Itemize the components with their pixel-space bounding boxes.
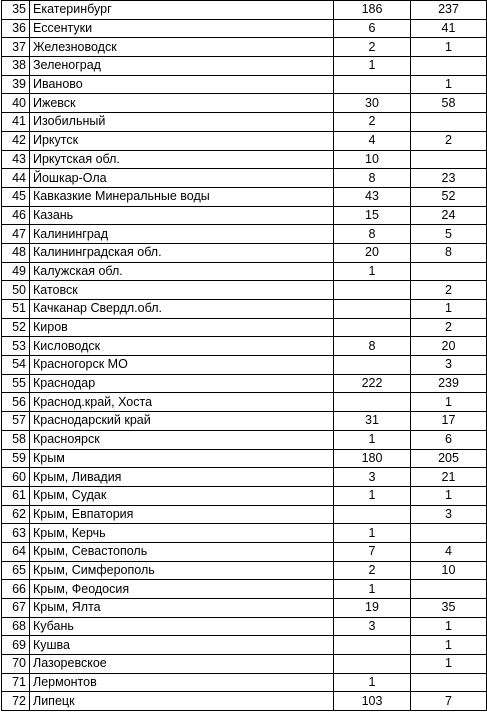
row-number-cell: 52 <box>2 318 30 337</box>
city-name-cell: Иркутск <box>30 131 334 150</box>
value-a-cell <box>334 393 411 412</box>
row-number-cell: 62 <box>2 505 30 524</box>
city-name-cell: Липецк <box>30 692 334 711</box>
city-name-cell: Крым, Керчь <box>30 524 334 543</box>
row-number-cell: 53 <box>2 337 30 356</box>
table-row <box>2 412 487 431</box>
value-a-cell <box>334 75 411 94</box>
table-row <box>2 300 487 319</box>
city-name-cell: Крым, Ливадия <box>30 468 334 487</box>
city-name-cell: Казань <box>30 206 334 225</box>
value-b-cell: 5 <box>411 225 487 244</box>
value-b-cell <box>411 524 487 543</box>
city-name-cell: Катовск <box>30 281 334 300</box>
row-number-cell: 63 <box>2 524 30 543</box>
table-row <box>2 281 487 300</box>
value-b-cell: 3 <box>411 505 487 524</box>
city-name-cell: Крым, Судак <box>30 486 334 505</box>
table-row <box>2 524 487 543</box>
table-row <box>2 75 487 94</box>
table-row <box>2 542 487 561</box>
row-number-cell: 68 <box>2 617 30 636</box>
value-a-cell: 1 <box>334 486 411 505</box>
value-a-cell: 10 <box>334 150 411 169</box>
value-a-cell: 1 <box>334 262 411 281</box>
value-b-cell: 1 <box>411 636 487 655</box>
row-number-cell: 55 <box>2 374 30 393</box>
row-number-cell: 43 <box>2 150 30 169</box>
value-b-cell: 1 <box>411 486 487 505</box>
value-a-cell: 1 <box>334 430 411 449</box>
value-b-cell: 35 <box>411 599 487 618</box>
row-number-cell: 46 <box>2 206 30 225</box>
value-b-cell: 52 <box>411 187 487 206</box>
row-number-cell: 39 <box>2 75 30 94</box>
value-a-cell: 2 <box>334 561 411 580</box>
value-a-cell: 20 <box>334 243 411 262</box>
city-name-cell: Крым, Феодосия <box>30 580 334 599</box>
value-a-cell: 43 <box>334 187 411 206</box>
table-row <box>2 131 487 150</box>
value-b-cell: 1 <box>411 75 487 94</box>
table-row <box>2 169 487 188</box>
table-row <box>2 505 487 524</box>
city-name-cell: Йошкар-Ола <box>30 169 334 188</box>
value-b-cell: 1 <box>411 300 487 319</box>
table-row <box>2 449 487 468</box>
value-b-cell: 2 <box>411 318 487 337</box>
value-a-cell <box>334 505 411 524</box>
value-a-cell: 7 <box>334 542 411 561</box>
table-row <box>2 318 487 337</box>
row-number-cell: 56 <box>2 393 30 412</box>
value-a-cell: 1 <box>334 524 411 543</box>
table-row <box>2 617 487 636</box>
city-name-cell: Крым, Ялта <box>30 599 334 618</box>
row-number-cell: 38 <box>2 57 30 76</box>
value-b-cell: 1 <box>411 617 487 636</box>
row-number-cell: 60 <box>2 468 30 487</box>
row-number-cell: 71 <box>2 673 30 692</box>
value-b-cell <box>411 580 487 599</box>
city-name-cell: Краснодарский край <box>30 412 334 431</box>
row-number-cell: 45 <box>2 187 30 206</box>
value-a-cell: 8 <box>334 169 411 188</box>
city-name-cell: Иркутская обл. <box>30 150 334 169</box>
row-number-cell: 41 <box>2 113 30 132</box>
value-b-cell: 2 <box>411 131 487 150</box>
table-row <box>2 1 487 20</box>
city-name-cell: Иваново <box>30 75 334 94</box>
city-name-cell: Ижевск <box>30 94 334 113</box>
city-name-cell: Лазоревское <box>30 655 334 674</box>
value-b-cell: 1 <box>411 38 487 57</box>
city-name-cell: Качканар Свердл.обл. <box>30 300 334 319</box>
value-a-cell <box>334 281 411 300</box>
row-number-cell: 57 <box>2 412 30 431</box>
table-row <box>2 57 487 76</box>
value-b-cell: 4 <box>411 542 487 561</box>
table-row <box>2 430 487 449</box>
row-number-cell: 50 <box>2 281 30 300</box>
value-a-cell: 19 <box>334 599 411 618</box>
city-name-cell: Краснодар <box>30 374 334 393</box>
row-number-cell: 59 <box>2 449 30 468</box>
value-b-cell: 7 <box>411 692 487 711</box>
table-row <box>2 486 487 505</box>
table-row <box>2 636 487 655</box>
value-a-cell: 3 <box>334 468 411 487</box>
row-number-cell: 48 <box>2 243 30 262</box>
table-row <box>2 262 487 281</box>
value-a-cell: 8 <box>334 225 411 244</box>
value-b-cell: 239 <box>411 374 487 393</box>
value-a-cell: 2 <box>334 38 411 57</box>
table-row <box>2 113 487 132</box>
table-row <box>2 150 487 169</box>
row-number-cell: 70 <box>2 655 30 674</box>
value-a-cell <box>334 300 411 319</box>
row-number-cell: 40 <box>2 94 30 113</box>
value-b-cell <box>411 150 487 169</box>
value-b-cell <box>411 673 487 692</box>
value-a-cell <box>334 318 411 337</box>
table-row <box>2 187 487 206</box>
value-a-cell <box>334 636 411 655</box>
table-row <box>2 673 487 692</box>
table-row <box>2 337 487 356</box>
value-a-cell: 2 <box>334 113 411 132</box>
city-name-cell: Екатеринбург <box>30 1 334 20</box>
city-name-cell: Калужская обл. <box>30 262 334 281</box>
value-a-cell: 1 <box>334 57 411 76</box>
table-row <box>2 374 487 393</box>
value-b-cell: 2 <box>411 281 487 300</box>
table-row <box>2 19 487 38</box>
value-a-cell <box>334 356 411 375</box>
city-name-cell: Кушва <box>30 636 334 655</box>
city-name-cell: Красноярск <box>30 430 334 449</box>
city-name-cell: Железноводск <box>30 38 334 57</box>
value-a-cell: 15 <box>334 206 411 225</box>
row-number-cell: 36 <box>2 19 30 38</box>
table-row <box>2 206 487 225</box>
city-name-cell: Кисловодск <box>30 337 334 356</box>
table-row <box>2 94 487 113</box>
row-number-cell: 54 <box>2 356 30 375</box>
value-a-cell: 6 <box>334 19 411 38</box>
value-b-cell: 205 <box>411 449 487 468</box>
value-a-cell: 1 <box>334 673 411 692</box>
row-number-cell: 49 <box>2 262 30 281</box>
value-a-cell: 8 <box>334 337 411 356</box>
row-number-cell: 35 <box>2 1 30 20</box>
value-b-cell: 41 <box>411 19 487 38</box>
table-row <box>2 655 487 674</box>
row-number-cell: 44 <box>2 169 30 188</box>
value-a-cell: 3 <box>334 617 411 636</box>
value-a-cell <box>334 655 411 674</box>
table-row <box>2 692 487 711</box>
value-b-cell: 237 <box>411 1 487 20</box>
city-name-cell: Крым, Евпатория <box>30 505 334 524</box>
value-b-cell: 21 <box>411 468 487 487</box>
value-b-cell <box>411 57 487 76</box>
city-table-body <box>2 1 487 711</box>
value-b-cell: 58 <box>411 94 487 113</box>
city-name-cell: Крым <box>30 449 334 468</box>
city-name-cell: Зеленоград <box>30 57 334 76</box>
table-row <box>2 393 487 412</box>
row-number-cell: 42 <box>2 131 30 150</box>
row-number-cell: 69 <box>2 636 30 655</box>
city-name-cell: Лермонтов <box>30 673 334 692</box>
table-row <box>2 356 487 375</box>
city-name-cell: Киров <box>30 318 334 337</box>
value-b-cell: 1 <box>411 655 487 674</box>
value-b-cell: 10 <box>411 561 487 580</box>
city-table <box>1 0 487 711</box>
value-b-cell: 8 <box>411 243 487 262</box>
table-row <box>2 599 487 618</box>
city-name-cell: Крым, Севастополь <box>30 542 334 561</box>
value-b-cell: 24 <box>411 206 487 225</box>
city-name-cell: Красногорск МО <box>30 356 334 375</box>
value-b-cell: 20 <box>411 337 487 356</box>
table-row <box>2 468 487 487</box>
value-a-cell: 31 <box>334 412 411 431</box>
row-number-cell: 65 <box>2 561 30 580</box>
city-name-cell: Кавказкие Минеральные воды <box>30 187 334 206</box>
table-row <box>2 580 487 599</box>
value-b-cell <box>411 262 487 281</box>
city-name-cell: Крым, Симферополь <box>30 561 334 580</box>
value-b-cell <box>411 113 487 132</box>
city-name-cell: Изобильный <box>30 113 334 132</box>
city-name-cell: Калининградская обл. <box>30 243 334 262</box>
value-a-cell: 222 <box>334 374 411 393</box>
row-number-cell: 47 <box>2 225 30 244</box>
row-number-cell: 72 <box>2 692 30 711</box>
table-row <box>2 225 487 244</box>
value-b-cell: 3 <box>411 356 487 375</box>
row-number-cell: 58 <box>2 430 30 449</box>
table-row <box>2 243 487 262</box>
row-number-cell: 61 <box>2 486 30 505</box>
row-number-cell: 67 <box>2 599 30 618</box>
table-row <box>2 561 487 580</box>
row-number-cell: 66 <box>2 580 30 599</box>
value-b-cell: 1 <box>411 393 487 412</box>
value-a-cell: 30 <box>334 94 411 113</box>
row-number-cell: 51 <box>2 300 30 319</box>
value-b-cell: 23 <box>411 169 487 188</box>
value-a-cell: 180 <box>334 449 411 468</box>
value-a-cell: 103 <box>334 692 411 711</box>
city-name-cell: Кубань <box>30 617 334 636</box>
value-a-cell: 4 <box>334 131 411 150</box>
city-name-cell: Калининград <box>30 225 334 244</box>
value-b-cell: 17 <box>411 412 487 431</box>
row-number-cell: 37 <box>2 38 30 57</box>
value-b-cell: 6 <box>411 430 487 449</box>
city-name-cell: Ессентуки <box>30 19 334 38</box>
table-row <box>2 38 487 57</box>
row-number-cell: 64 <box>2 542 30 561</box>
value-a-cell: 1 <box>334 580 411 599</box>
city-name-cell: Краснод.край, Хоста <box>30 393 334 412</box>
value-a-cell: 186 <box>334 1 411 20</box>
